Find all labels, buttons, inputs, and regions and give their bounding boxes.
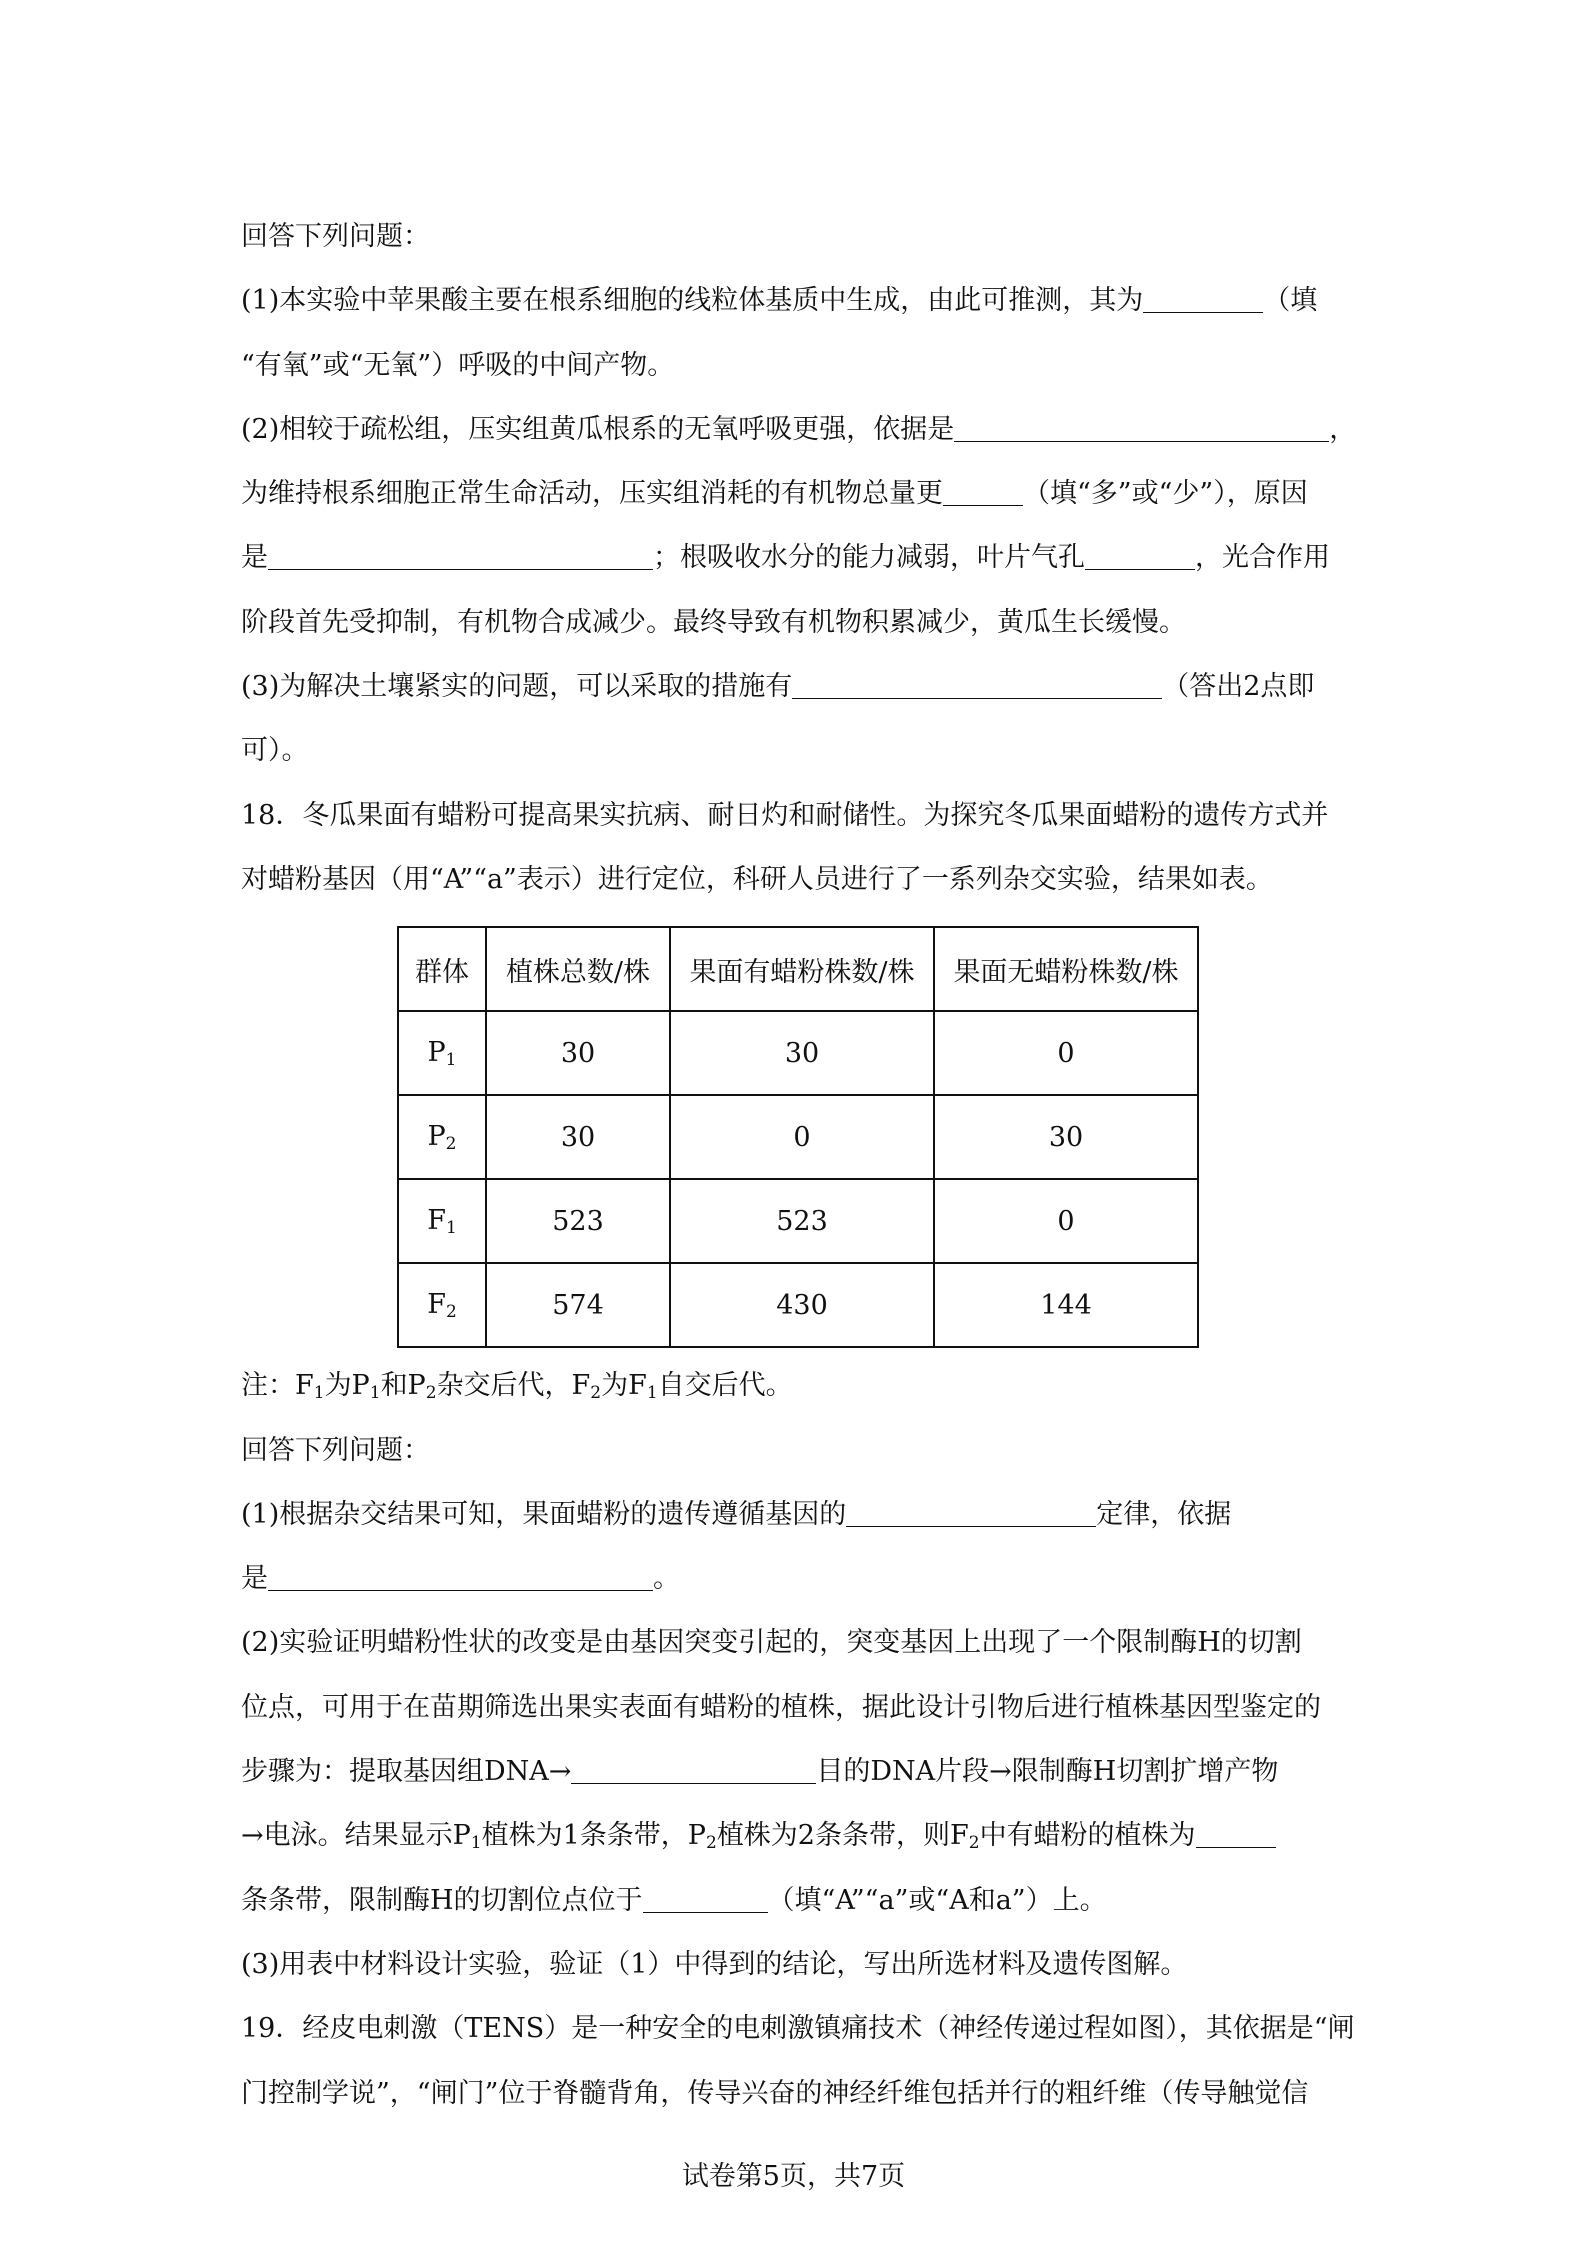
- nonwaxy-cell: 0: [934, 1179, 1198, 1263]
- text-line: (2)实验证明蜡粉性状的改变是由基因突变引起的，突变基因上出现了一个限制酶H的切割: [241, 1627, 1302, 1659]
- nonwaxy-cell: 144: [934, 1263, 1198, 1347]
- total-cell: 30: [486, 1095, 670, 1179]
- table-row: [398, 1179, 1198, 1263]
- table-header-row: [398, 927, 1198, 1011]
- waxy-cell: 430: [670, 1263, 934, 1347]
- text-line: 条条带，限制酶H的切割位点位于 （填“A”“a”或“A和a”）上。: [241, 1869, 1353, 1933]
- text-line: 门控制学说”，“闸门”位于脊髓背角，传导兴奋的神经纤维包括并行的粗纤维（传导触觉信: [241, 2077, 1309, 2109]
- total-cell: 574: [486, 1263, 670, 1347]
- table-header: 果面有蜡粉株数/株: [670, 927, 934, 1011]
- answer-blank: [1085, 539, 1195, 570]
- cross-results-table-wrapper: [397, 926, 1353, 1348]
- group-cell: $P_1$: [398, 1011, 486, 1095]
- table-row: [398, 1263, 1198, 1347]
- text-line: →电泳。结果显示$P_1$植株为1条条带，$P_2$植株为2条条带，则$F_2$中有蜡粉的植株为: [241, 1804, 1353, 1868]
- answer-blank: [792, 668, 1162, 699]
- group-cell: $F_1$: [398, 1179, 486, 1263]
- answer-blank: [643, 1882, 768, 1913]
- text-line: 是 ；根吸收水分的能力减弱，叶片气孔 ，光合作用: [241, 526, 1353, 590]
- text-line: 对蜡粉基因（用“A”“a”表示）进行定位，科研人员进行了一系列杂交实验，结果如表。: [241, 863, 1273, 895]
- group-cell: $P_2$: [398, 1095, 486, 1179]
- total-cell: 523: [486, 1179, 670, 1263]
- table-row: [398, 1011, 1198, 1095]
- text-line: 步骤为：提取基因组DNA→ 目的DNA片段→限制酶H切割扩增产物: [241, 1740, 1353, 1804]
- table-header: 果面无蜡粉株数/株: [934, 927, 1198, 1011]
- page-content: [241, 205, 1357, 2126]
- question-19-stem: 19．经皮电刺激（TENS）是一种安全的电刺激镇痛技术（神经传递过程如图），其依据是“闸: [241, 2013, 1355, 2045]
- text-line: (1)本实验中苹果酸主要在根系细胞的线粒体基质中生成，由此可推测，其为 （填: [241, 269, 1353, 333]
- text-line: 可）。: [241, 735, 309, 767]
- table-header: 植株总数/株: [486, 927, 670, 1011]
- text-line: 阶段首先受抑制，有机物合成减少。最终导致有机物积累减少，黄瓜生长缓慢。: [241, 606, 1186, 638]
- answer-blank: [943, 475, 1023, 506]
- text-line: 位点，可用于在苗期筛选出果实表面有蜡粉的植株，据此设计引物后进行植株基因型鉴定的: [241, 1691, 1321, 1723]
- answer-blank: [268, 539, 653, 570]
- table-header: 群体: [398, 927, 486, 1011]
- text-line: (1)根据杂交结果可知，果面蜡粉的遗传遵循基因的 定律，依据: [241, 1483, 1353, 1547]
- nonwaxy-cell: 0: [934, 1011, 1198, 1095]
- group-cell: $F_2$: [398, 1263, 486, 1347]
- answer-blank: [571, 1753, 816, 1784]
- text-line: (3)用表中材料设计实验，验证（1）中得到的结论，写出所选材料及遗传图解。: [241, 1948, 1188, 1980]
- answer-blank: [954, 411, 1329, 442]
- text-line: (3)为解决土壤紧实的问题，可以采取的措施有 （答出2点即: [241, 655, 1353, 719]
- text-line: 回答下列问题：: [241, 221, 430, 252]
- answer-blank: [1143, 282, 1263, 313]
- text-line: 为维持根系细胞正常生命活动，压实组消耗的有机物总量更 （填“多”或“少”），原因: [241, 462, 1353, 526]
- nonwaxy-cell: 30: [934, 1095, 1198, 1179]
- answer-blank: [846, 1496, 1096, 1527]
- table-note: 注：$F_1$为$P_1$和$P_2$杂交后代，$F_2$为$F_1$自交后代。: [241, 1370, 793, 1404]
- answer-blank: [268, 1560, 653, 1591]
- cross-results-table: [397, 926, 1199, 1348]
- page-footer: 试卷第5页，共7页: [681, 2161, 906, 2192]
- text-line: (2)相较于疏松组，压实组黄瓜根系的无氧呼吸更强，依据是 ，: [241, 398, 1353, 462]
- table-row: [398, 1095, 1198, 1179]
- text-line: 回答下列问题：: [241, 1434, 430, 1466]
- text-line: 是 。: [241, 1547, 1353, 1611]
- answer-blank: [1196, 1817, 1276, 1848]
- waxy-cell: 30: [670, 1011, 934, 1095]
- text-line: “有氧”或“无氧”）呼吸的中间产物。: [241, 349, 675, 381]
- waxy-cell: 0: [670, 1095, 934, 1179]
- total-cell: 30: [486, 1011, 670, 1095]
- question-18-stem: 18．冬瓜果面有蜡粉可提高果实抗病、耐日灼和耐储性。为探究冬瓜果面蜡粉的遗传方式并: [241, 799, 1329, 831]
- waxy-cell: 523: [670, 1179, 934, 1263]
